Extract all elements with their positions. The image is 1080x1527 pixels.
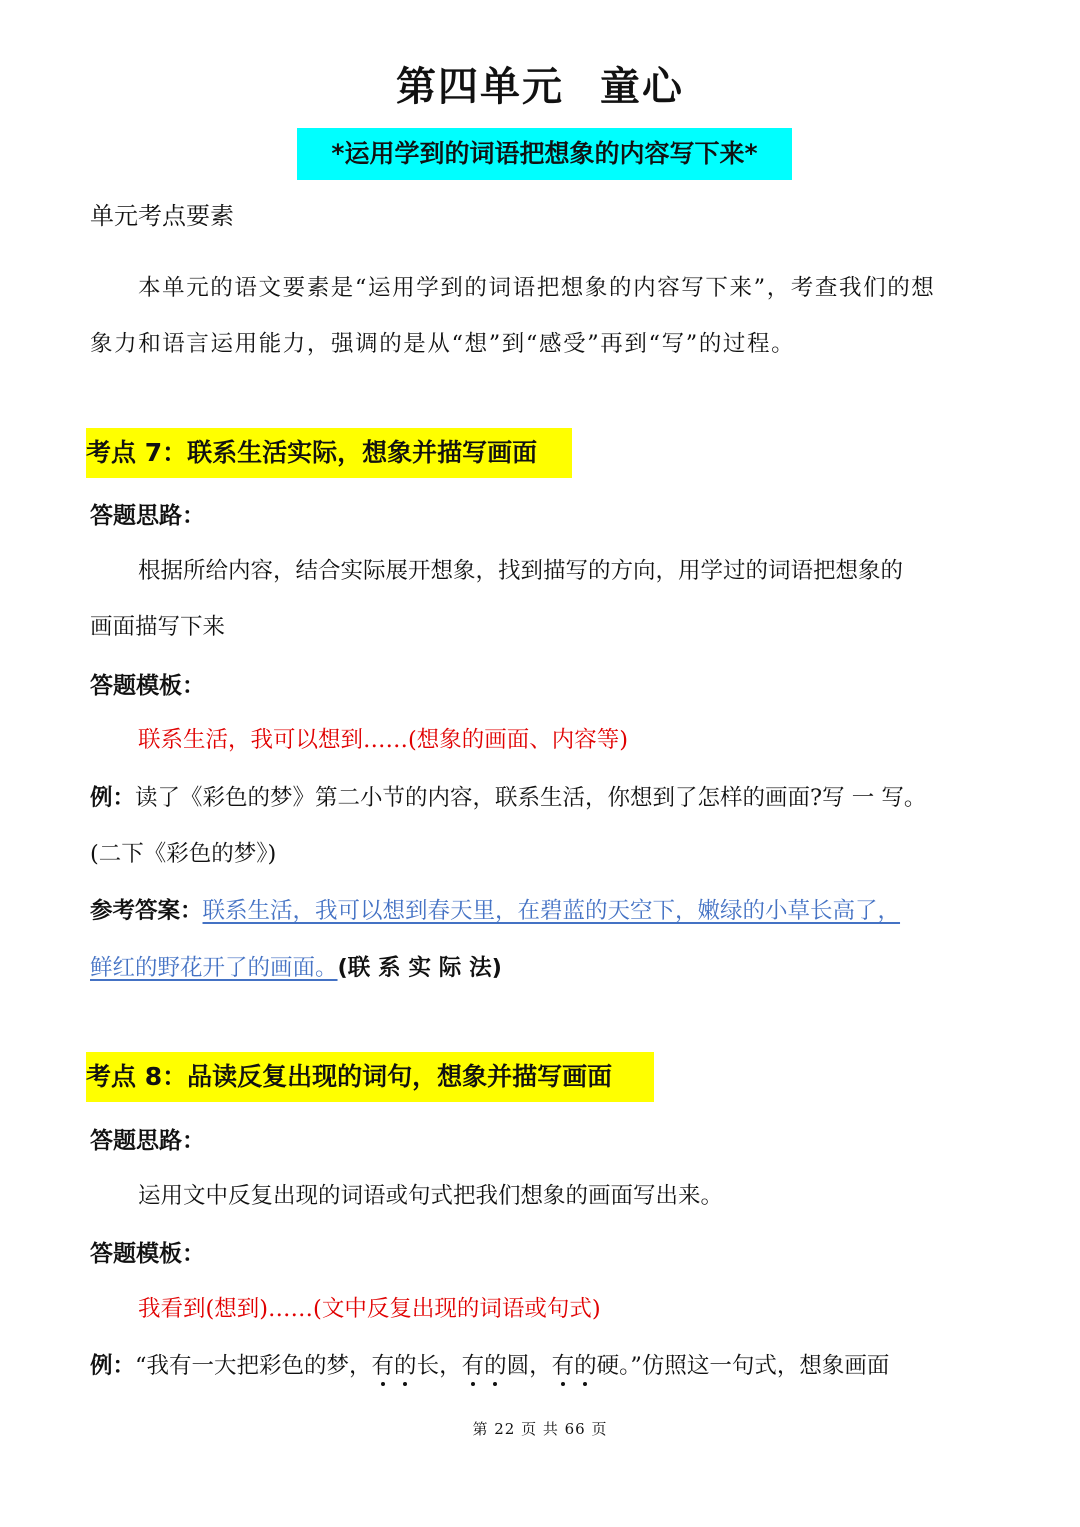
point7-example-text: 读了《彩色的梦》第二小节的内容，联系生活，你想到了怎样的画面?写 一 写。 [135, 785, 927, 811]
point7-example-line2: (二下《彩色的梦》) [90, 841, 277, 867]
point7-approach-label: 答题思路： [90, 503, 205, 529]
unit-elements-para-line2: 象力和语言运用能力，强调的是从“想”到“感受”再到“写”的过程。 [90, 331, 796, 357]
page-footer: 第 22 页 共 66 页 [472, 1420, 608, 1438]
point8-example-seg3: 圆， [506, 1353, 552, 1379]
emphasis-char: 的 [574, 1348, 597, 1380]
emphasis-char: 有 [372, 1348, 395, 1380]
point8-example-seg2: 长， [416, 1353, 462, 1379]
point7-answer-label: 参考答案： [90, 898, 203, 924]
point7-answer-method: (联 系 实 际 法) [337, 955, 502, 981]
title-theme: 童心 [600, 64, 684, 110]
point8-template-label: 答题模板： [90, 1241, 205, 1267]
emphasis-char: 的 [394, 1348, 417, 1380]
point7-answer-text2: 鲜红的野花开了的画面。 [90, 955, 338, 981]
point8-approach-line1: 运用文中反复出现的词语或句式把我们想象的画面写出来。 [138, 1183, 724, 1209]
unit-element-banner: *运用学到的词语把想象的内容写下来* [297, 128, 792, 180]
point7-approach-line1: 根据所给内容，结合实际展开想象，找到描写的方向，用学过的词语把想象的 [138, 558, 904, 584]
point7-example-line1 [90, 780, 926, 812]
unit-elements-heading: 单元考点要素 [90, 202, 234, 230]
page-title [0, 55, 1080, 112]
point8-heading: 考点 8：品读反复出现的词句，想象并描写画面 [86, 1052, 654, 1102]
point8-example-seg1: “我有一大把彩色的梦， [135, 1353, 372, 1379]
unit-elements-para-line1: 本单元的语文要素是“运用学到的词语把想象的内容写下来”，考查我们的想 [138, 275, 936, 301]
point8-example-seg4: 硬。”仿照这一句式，想象画面 [596, 1353, 890, 1379]
point8-approach-label: 答题思路： [90, 1128, 205, 1154]
point8-template-text: 我看到(想到)……(文中反复出现的词语或句式) [138, 1296, 601, 1322]
point7-answer-line2 [90, 950, 502, 982]
point8-example-line [90, 1348, 889, 1380]
point7-template-label: 答题模板： [90, 673, 205, 699]
emphasis-char: 有 [462, 1348, 485, 1380]
point8-example-label: 例： [90, 1353, 136, 1379]
point7-example-label: 例： [90, 785, 136, 811]
point7-heading: 考点 7：联系生活实际，想象并描写画面 [86, 428, 572, 478]
point7-approach-line2: 画面描写下来 [90, 614, 226, 640]
point7-answer-line1 [90, 893, 900, 925]
emphasis-char: 有 [552, 1348, 575, 1380]
point7-template-text: 联系生活，我可以想到……(想象的画面、内容等) [138, 727, 629, 753]
title-unit: 第四单元 [396, 64, 564, 110]
point7-answer-text1: 联系生活，我可以想到春天里，在碧蓝的天空下，嫩绿的小草长高了， [202, 898, 901, 924]
emphasis-char: 的 [484, 1348, 507, 1380]
